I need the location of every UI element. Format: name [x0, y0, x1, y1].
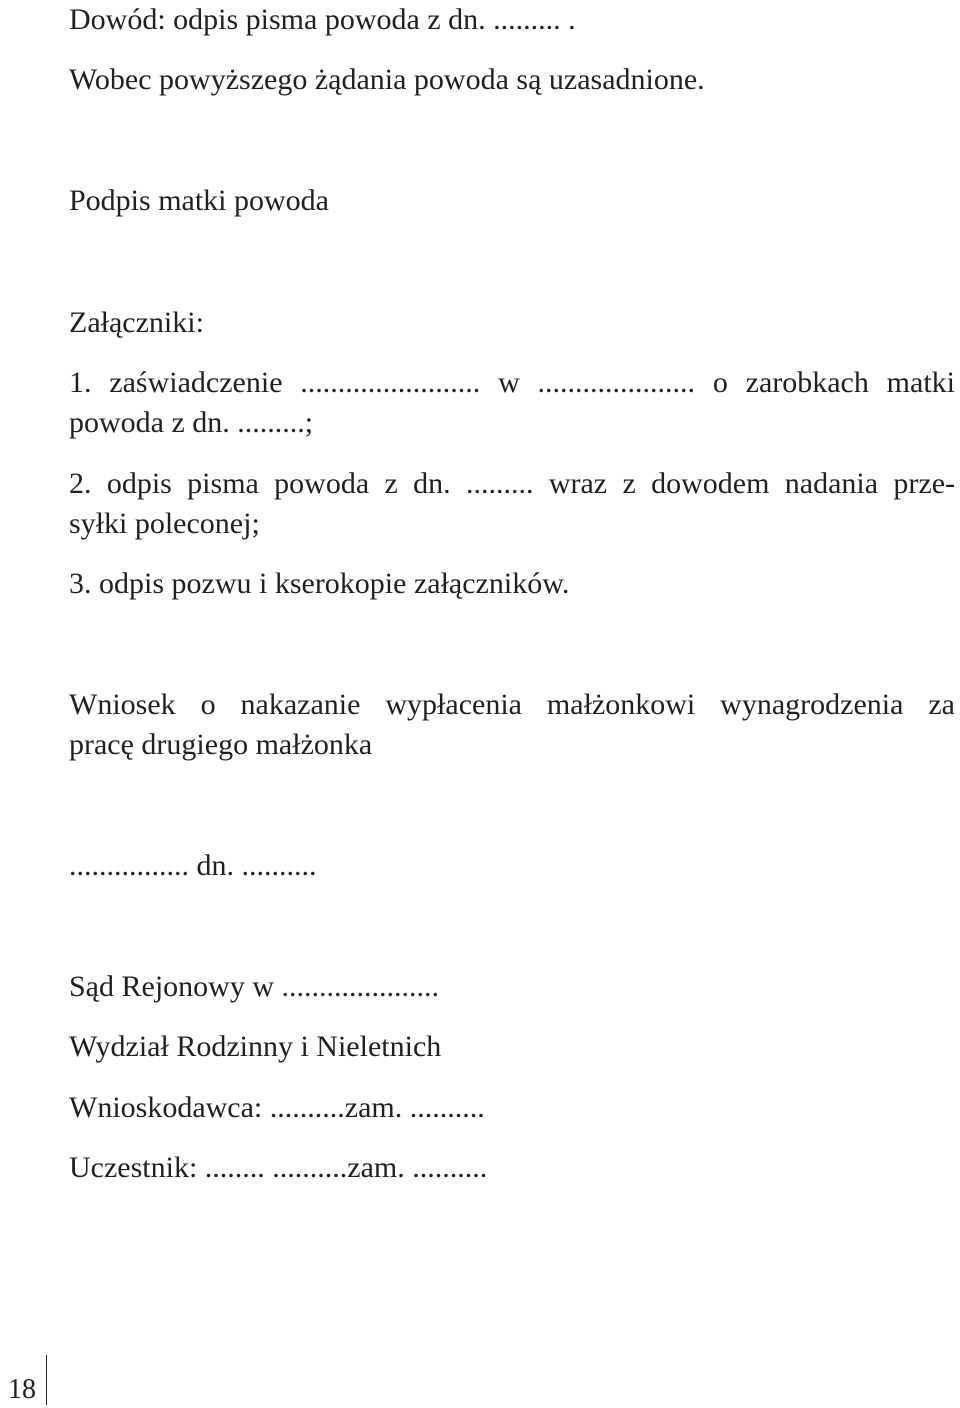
attachment-item-1-line-1: 1. zaświadczenie ........................ w ..................... o zarobkach matki [69, 366, 955, 399]
applicant-line: Wnioskodawca: ..........zam. .......... [69, 1091, 485, 1124]
page-number: 18 [8, 1374, 36, 1405]
motion-title-line-2: pracę drugiego małżonka [69, 728, 373, 761]
motion-title-line-1: Wniosek o nakazanie wypłacenia małżonkowi wynagrodzenia za [69, 688, 955, 721]
conclusion-line: Wobec powyższego żądania powoda są uzasadnione. [69, 63, 705, 96]
signature-label: Podpis matki powoda [69, 184, 329, 217]
date-line: ................ dn. .......... [69, 849, 317, 882]
page-number-divider [46, 1355, 47, 1405]
attachment-item-2-line-1: 2. odpis pisma powoda z dn. ......... wraz z dowodem nadania prze- [69, 467, 955, 500]
participant-line: Uczestnik: ........ ..........zam. .......... [69, 1151, 488, 1184]
evidence-line: Dowód: odpis pisma powoda z dn. ......... . [69, 3, 576, 36]
court-line: Sąd Rejonowy w ..................... [69, 970, 439, 1003]
attachments-heading: Załączniki: [69, 306, 204, 339]
division-line: Wydział Rodzinny i Nieletnich [69, 1030, 442, 1063]
attachment-item-3: 3. odpis pozwu i kserokopie załączników. [69, 567, 570, 600]
attachment-item-2-line-2: syłki poleconej; [69, 507, 260, 540]
attachment-item-1-line-2: powoda z dn. .........; [69, 406, 314, 439]
